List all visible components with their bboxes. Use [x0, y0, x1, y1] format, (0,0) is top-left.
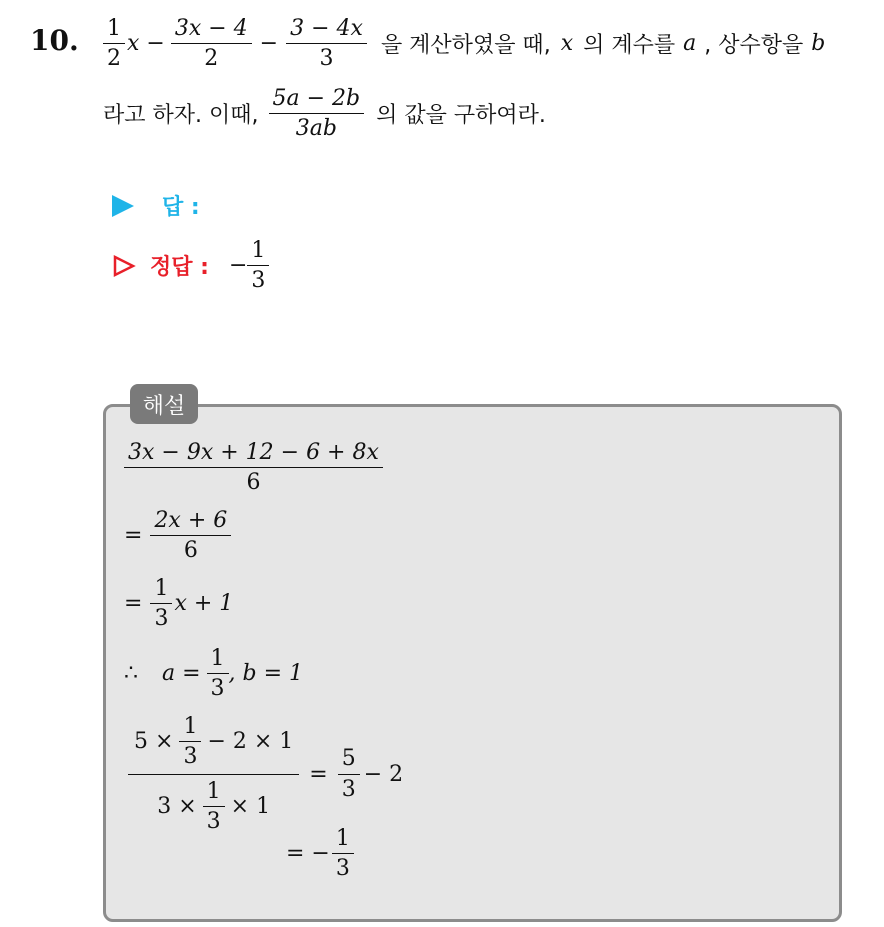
explanation-line-5: 5 × $\frac{1}{3}$ − 2 × 1 3 × $\frac{1}{3}$ × 1 = $\frac{5}{3}$ − 2 — [128, 714, 403, 834]
problem-number: 10. — [30, 24, 79, 57]
fraction-3x-4: $\frac{3x - 4}{2}$ — [171, 16, 252, 72]
solution-row — [112, 238, 269, 294]
expr-x-minus: x − — [127, 31, 165, 57]
fraction-5a-2b-over-3ab: $\frac{5a - 2b}{3ab}$ — [269, 86, 365, 142]
answer-label: 답 : — [162, 195, 200, 220]
solution-sign: − — [228, 253, 248, 279]
solution-label: 정답 : — [150, 255, 209, 281]
solution-fraction: $\frac{1}{3}$ — [247, 238, 269, 294]
play-triangle-icon — [112, 195, 134, 217]
explanation-line-3: = $\frac{1}{3}$ x + 1 — [124, 576, 234, 632]
var-b: b — [811, 31, 826, 57]
fraction-3-4x: $\frac{3 - 4x}{3}$ — [286, 16, 367, 72]
fraction-one-half: $\frac{1}{2}$ — [103, 16, 125, 72]
minus-sign: − — [259, 31, 279, 57]
explanation-tab: 해설 — [130, 384, 198, 424]
explanation-line-4: ∴ a = $\frac{1}{3}$ , b = 1 — [124, 646, 304, 702]
explanation-line-6: = − $\frac{1}{3}$ — [286, 826, 354, 882]
problem-text-a: 을 계산하였을 때, — [380, 33, 551, 59]
explanation-line-1: $\frac{3x - 9x + 12 - 6 + 8x}{6}$ — [124, 440, 383, 496]
problem-text-e: 의 값을 구하여라. — [376, 103, 546, 129]
problem-line-1 — [103, 16, 825, 72]
problem-line-2 — [103, 86, 546, 142]
problem-text-c: , 상수항을 — [704, 33, 804, 59]
var-a: a — [683, 31, 697, 57]
outline-triangle-icon — [112, 254, 136, 278]
answer-row — [112, 190, 200, 221]
var-x: x — [560, 31, 574, 57]
problem-text-b: 의 계수를 — [583, 33, 676, 59]
problem-text-d: 라고 하자. 이때, — [103, 103, 259, 129]
explanation-line-2: = $\frac{2x + 6}{6}$ — [124, 508, 231, 564]
